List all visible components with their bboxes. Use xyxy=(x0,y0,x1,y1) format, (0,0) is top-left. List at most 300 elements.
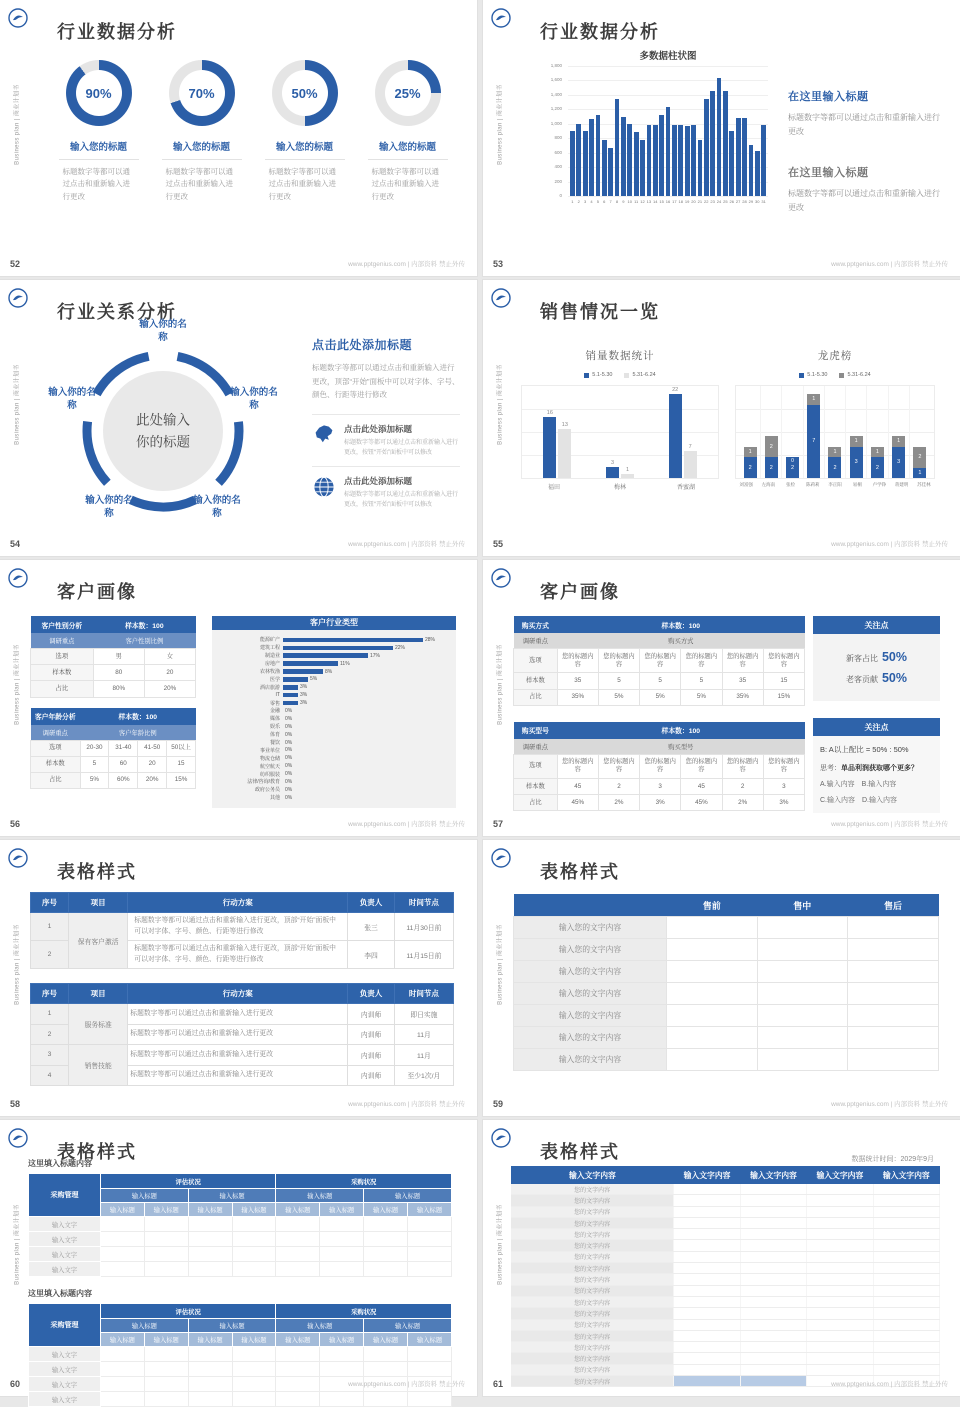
x-tick-label: 31 xyxy=(761,199,766,204)
hbar-value: 17% xyxy=(370,652,381,659)
td-el xyxy=(873,1285,939,1296)
slide-footer: www.pptgenius.com | 内部资料 禁止外传 xyxy=(831,1381,948,1388)
stacked-bar xyxy=(871,447,884,479)
category-label: 张检 xyxy=(786,482,796,487)
bar xyxy=(615,99,620,197)
stack-slot xyxy=(825,386,846,478)
chart-legend xyxy=(735,372,935,378)
stack-segment-blue: 1 xyxy=(913,468,926,479)
hbar-value: 0% xyxy=(285,763,293,770)
stack-segment-gray: 1 xyxy=(871,447,884,458)
td-el: 35 xyxy=(722,673,763,689)
td-el xyxy=(232,1347,276,1362)
div-el: 此处输入 xyxy=(136,412,190,428)
feature-body: 标题数字等都可以通过点击和重新输入进行更改，按钮“开始”面板中可以修改 xyxy=(344,439,459,456)
tr-el xyxy=(514,722,805,739)
hbar-label: IT xyxy=(275,692,280,699)
page-title: 表格样式 xyxy=(540,862,620,882)
td-el xyxy=(364,1362,408,1377)
td-el xyxy=(364,1262,408,1277)
hbar-label: 航空航天 xyxy=(259,763,280,770)
td-el: 您的文字内容 xyxy=(511,1285,674,1296)
hbar-value: 3% xyxy=(300,692,308,699)
td-el: 评估状况 xyxy=(100,1174,276,1189)
bar xyxy=(602,140,607,196)
side-watermark: Business plan | 商业计划书 xyxy=(14,364,21,445)
td-el xyxy=(848,1027,939,1049)
td-el xyxy=(674,1330,740,1341)
td-el xyxy=(100,1392,144,1407)
y-tick-label: 1,000 xyxy=(550,120,562,126)
stack-segment-gray: 1 xyxy=(807,394,820,405)
action-table xyxy=(30,983,454,1086)
td-el: 11月 xyxy=(394,1024,453,1045)
y-tick-label: 800 xyxy=(554,135,562,141)
td-el: 采购管理 xyxy=(29,1174,101,1217)
hbar-row xyxy=(216,794,448,802)
td-el xyxy=(848,917,939,939)
td-el xyxy=(320,1262,364,1277)
slide-60[interactable] xyxy=(0,1120,477,1404)
x-tick-label: 23 xyxy=(710,199,715,204)
bar-slot xyxy=(742,66,747,196)
slide-53[interactable] xyxy=(483,0,960,276)
bar-slot xyxy=(723,66,728,196)
svg-el xyxy=(491,8,511,28)
td-el xyxy=(100,1262,144,1277)
th-el: 输入文字内容 xyxy=(807,1166,873,1184)
relationship-diagram xyxy=(28,316,298,548)
td-el xyxy=(740,1229,806,1240)
td-el: 输入标题 xyxy=(276,1319,364,1333)
hbar-label: 农林牧渔 xyxy=(259,669,280,675)
side-watermark: Business plan | 商业计划书 xyxy=(497,364,504,445)
td-el xyxy=(144,1347,188,1362)
td-el xyxy=(320,1362,364,1377)
hbar-row xyxy=(216,731,448,739)
slide-58[interactable] xyxy=(0,840,477,1116)
x-tick-label: 28 xyxy=(742,199,747,204)
td-el xyxy=(873,1229,939,1240)
td-el: 占比 xyxy=(31,681,94,697)
td-el xyxy=(100,1217,144,1232)
tr-el xyxy=(511,1206,940,1217)
td-el: 标题数字等都可以通过点击和重新输入进行更改，顶部“开始”面板中可以对字体、字号、颜色、行距等进行修改 xyxy=(128,913,348,941)
table-column xyxy=(30,616,196,789)
hbar-value: 0% xyxy=(285,778,293,785)
slide-57[interactable] xyxy=(483,560,960,836)
td-el xyxy=(674,1296,740,1307)
td-el xyxy=(232,1217,276,1232)
tr-el xyxy=(514,983,939,1005)
td-el: 5% xyxy=(681,689,722,705)
tr-el xyxy=(31,984,454,1004)
bar-series xyxy=(570,66,766,196)
td-el xyxy=(807,1184,873,1195)
td-el: 输入您的文字内容 xyxy=(514,1049,667,1071)
td-el xyxy=(674,1263,740,1274)
slide-54[interactable] xyxy=(0,280,477,556)
td-el: 输入您的文字内容 xyxy=(514,1005,667,1027)
stacked-bar xyxy=(786,457,799,478)
tbody-el xyxy=(511,1166,940,1387)
tr-el xyxy=(31,893,454,913)
td-el xyxy=(674,1376,740,1387)
brand-logo-icon xyxy=(8,848,28,868)
stack-slot xyxy=(910,386,930,478)
bar-slot xyxy=(627,66,632,196)
td-el: 5 xyxy=(681,673,722,689)
tr-el xyxy=(514,1005,939,1027)
hbar-label: 建筑工程 xyxy=(259,645,280,652)
td-el xyxy=(674,1217,740,1228)
bar-slot xyxy=(749,66,754,196)
bar-slot xyxy=(736,66,741,196)
bar-wrap xyxy=(684,444,697,478)
block-body: 标题数字等都可以通过点击和重新输入进行更改 xyxy=(788,113,940,137)
category-label: 易桐 xyxy=(852,482,862,487)
bar xyxy=(736,118,741,196)
td-el xyxy=(807,1274,873,1285)
td-el: 您的文字内容 xyxy=(511,1376,674,1387)
td-el xyxy=(674,1184,740,1195)
bar-slot xyxy=(755,66,760,196)
slide-61[interactable] xyxy=(483,1120,960,1396)
industry-bar-panel xyxy=(212,616,456,808)
tr-el xyxy=(514,754,805,778)
bar xyxy=(698,140,703,196)
td-el: 输入文字 xyxy=(29,1392,101,1407)
bar xyxy=(283,661,338,666)
callout-header: 关注点 xyxy=(813,718,940,736)
th-el: 序号 xyxy=(31,984,69,1004)
stack-segment-gray: 2 xyxy=(765,436,778,457)
td-el: 内训师 xyxy=(348,1024,395,1045)
x-axis xyxy=(568,199,768,204)
td-el: 您的标题内容 xyxy=(598,649,639,673)
td-el: 5 xyxy=(598,673,639,689)
td-el xyxy=(144,1217,188,1232)
th-el: 负责人 xyxy=(348,984,395,1004)
bar-value: 3 xyxy=(610,459,615,466)
plot-area xyxy=(521,385,719,479)
td-el xyxy=(320,1247,364,1262)
stack-slot xyxy=(740,386,761,478)
bar xyxy=(691,125,696,197)
bar xyxy=(704,99,709,197)
tr-el xyxy=(514,779,805,795)
stack-segment-blue: 2 xyxy=(765,457,778,478)
sample-table xyxy=(513,616,805,706)
grouped-bar-chart xyxy=(521,348,719,491)
tr-el xyxy=(514,689,805,705)
svg-el xyxy=(8,848,28,868)
y-tick-label: 1,400 xyxy=(550,91,562,97)
td-el: 客户年龄比例 xyxy=(80,725,196,741)
donut-heading: 输入您的标题 xyxy=(162,139,242,160)
td-el: 15 xyxy=(763,673,804,689)
donut-chart xyxy=(375,60,441,126)
x-tick-label: 4 xyxy=(590,199,593,204)
bar xyxy=(283,677,308,682)
stack-slot xyxy=(867,386,888,478)
bar-slot xyxy=(570,66,575,196)
td-el xyxy=(807,1229,873,1240)
td-el: 输入标题 xyxy=(276,1203,320,1217)
bar-value: 16 xyxy=(546,410,553,417)
bar xyxy=(659,115,664,196)
slide-footer: www.pptgenius.com | 内部资料 禁止外传 xyxy=(348,1381,465,1388)
spacer xyxy=(30,698,196,708)
td-el: 女 xyxy=(144,649,195,665)
td-el: 45% xyxy=(557,795,598,811)
hbar-value: 28% xyxy=(425,636,436,643)
bar xyxy=(543,417,556,478)
tr-el xyxy=(29,1247,452,1262)
tr-el xyxy=(29,1304,452,1319)
tr-el xyxy=(31,665,196,681)
td-el: 输入标题 xyxy=(276,1333,320,1347)
bar-slot xyxy=(621,66,626,196)
td-el: 标题数字等都可以通过点击和重新输入进行更改 xyxy=(128,1004,348,1025)
hbar-row xyxy=(216,691,448,699)
td-el: 您的文字内容 xyxy=(511,1353,674,1364)
td-el xyxy=(757,1049,848,1071)
donut-chart xyxy=(66,60,132,126)
slide-footer: www.pptgenius.com | 内部资料 禁止外传 xyxy=(348,1101,465,1108)
hbar-label: 其他 xyxy=(269,795,280,802)
hbar-row xyxy=(216,652,448,660)
td-el: 3% xyxy=(640,795,681,811)
th-el: 输入文字内容 xyxy=(873,1166,939,1184)
side-watermark: Business plan | 商业计划书 xyxy=(14,924,21,1005)
tbody-el xyxy=(31,616,196,697)
td-el: 3% xyxy=(763,795,804,811)
td-el: 您的文字内容 xyxy=(511,1229,674,1240)
donut-heading: 输入您的标题 xyxy=(59,139,139,160)
td-el: 内训师 xyxy=(348,1045,395,1066)
x-tick-label: 12 xyxy=(640,199,645,204)
donut-percent: 70% xyxy=(188,85,215,101)
td-el xyxy=(232,1362,276,1377)
td-el: 占比 xyxy=(514,795,558,811)
bar xyxy=(589,119,594,196)
bar-slot xyxy=(704,66,709,196)
td-el: 输入标题 xyxy=(364,1319,452,1333)
bar-group xyxy=(526,386,589,478)
slide-59[interactable] xyxy=(483,840,960,1116)
bar-wrap xyxy=(621,467,634,478)
td-el xyxy=(232,1247,276,1262)
donut-percent: 25% xyxy=(394,85,421,101)
td-el xyxy=(320,1392,364,1407)
td-el xyxy=(848,939,939,961)
slide-footer: www.pptgenius.com | 内部资料 禁止外传 xyxy=(348,261,465,268)
td-el xyxy=(188,1232,232,1247)
tr-el xyxy=(514,633,805,649)
stack-segment-gray: 2 xyxy=(913,447,926,468)
feature-title: 点击此处添加标题 xyxy=(344,423,413,434)
bar xyxy=(583,131,588,196)
td-el xyxy=(144,1247,188,1262)
slide-55[interactable] xyxy=(483,280,960,556)
td-el xyxy=(320,1232,364,1247)
stacked-bar xyxy=(828,447,841,479)
td-el xyxy=(740,1376,806,1387)
td-el: 购买型号 xyxy=(557,739,804,755)
td-el: 采购管理 xyxy=(29,1304,101,1347)
td-el: 销售技能 xyxy=(69,1045,128,1086)
td-el xyxy=(873,1342,939,1353)
stack-segment-blue: 3 xyxy=(850,447,863,479)
bar xyxy=(596,115,601,196)
td-el: 您的文字内容 xyxy=(511,1251,674,1262)
td-el: 即日实施 xyxy=(394,1004,453,1025)
td-el: 您的标题内容 xyxy=(598,754,639,778)
side-watermark: Business plan | 商业计划书 xyxy=(497,644,504,725)
td-el xyxy=(740,1342,806,1353)
slide-footer: www.pptgenius.com | 内部资料 禁止外传 xyxy=(831,541,948,548)
donut-percent: 50% xyxy=(291,85,318,101)
bar-slot xyxy=(710,66,715,196)
bar xyxy=(283,685,298,690)
globe-icon xyxy=(312,475,336,504)
hbar-label: 金融 xyxy=(269,708,280,715)
hbar-row xyxy=(216,739,448,747)
tr-el xyxy=(31,756,196,772)
stack-slot xyxy=(782,386,803,478)
td-el: 输入文字 xyxy=(29,1247,101,1262)
th-el: 行动方案 xyxy=(128,893,348,913)
td-el xyxy=(807,1251,873,1262)
stack-segment-gray: 1 xyxy=(828,447,841,458)
brand-logo-icon xyxy=(491,288,511,308)
td-el: 输入文字 xyxy=(29,1217,101,1232)
td-el: 45 xyxy=(681,779,722,795)
bar-slot xyxy=(678,66,683,196)
td-el: 35% xyxy=(557,689,598,705)
td-el: 您的文字内容 xyxy=(511,1263,674,1274)
donut-block xyxy=(357,60,458,203)
bar xyxy=(647,125,652,197)
hbar-value: 0% xyxy=(285,707,293,714)
td-el xyxy=(807,1217,873,1228)
tbody-el xyxy=(31,893,454,969)
td-el: 输入标题 xyxy=(364,1189,452,1203)
category-label: 刘富强 xyxy=(739,482,753,487)
procurement-tables xyxy=(28,1158,452,1407)
hbar-value: 0% xyxy=(285,771,293,778)
panel-body xyxy=(212,630,456,802)
td-el: 输入文字 xyxy=(29,1262,101,1277)
td-el xyxy=(873,1353,939,1364)
hbar-label: 酒店旅游 xyxy=(259,684,280,691)
td-el: 输入标题 xyxy=(232,1333,276,1347)
bar xyxy=(653,125,658,197)
td-el: 您的标题内容 xyxy=(557,649,598,673)
hbar-label: 体育 xyxy=(269,732,280,739)
td-el: 标题数字等都可以通过点击和重新输入进行更改 xyxy=(128,1065,348,1086)
donut-heading: 输入您的标题 xyxy=(368,139,448,160)
td-el xyxy=(848,1049,939,1071)
page-title: 销售情况一览 xyxy=(540,302,660,322)
td-el: 输入您的文字内容 xyxy=(514,1027,667,1049)
bar xyxy=(685,126,690,196)
slide-footer: www.pptgenius.com | 内部资料 禁止外传 xyxy=(831,261,948,268)
hbar-row xyxy=(216,723,448,731)
slide-52[interactable] xyxy=(0,0,477,276)
slide-56[interactable] xyxy=(0,560,477,836)
category-row xyxy=(521,482,719,491)
td-el: 输入您的文字内容 xyxy=(514,983,667,1005)
stacked-bar xyxy=(765,436,778,478)
table-caption: 这里填入标题内容 xyxy=(28,1159,92,1168)
page-number: 59 xyxy=(493,1099,504,1109)
td-el: 1 xyxy=(31,1004,69,1025)
page-title: 表格样式 xyxy=(57,862,137,882)
tr-el xyxy=(511,1240,940,1251)
hbar-label: 政府公务员 xyxy=(254,787,280,794)
td-el: 您的文字内容 xyxy=(511,1364,674,1375)
category-label: 卢学铮 xyxy=(872,482,887,487)
hbar-label: 法律/咨询/教育 xyxy=(247,779,280,786)
donut-hole xyxy=(179,70,225,116)
td-el: 输入标题 xyxy=(320,1333,364,1347)
td-el: 张三 xyxy=(348,913,395,941)
bar-chart xyxy=(568,66,768,197)
callout-line xyxy=(820,763,933,773)
brand-logo-icon xyxy=(491,8,511,28)
tr-el xyxy=(514,739,805,755)
td-el: 输入标题 xyxy=(188,1319,276,1333)
td-el xyxy=(100,1347,144,1362)
stack-segment-blue: 2 xyxy=(744,457,757,478)
category-label: 香蜜湖 xyxy=(676,485,695,491)
td-el: 客户性别比例 xyxy=(93,633,195,649)
tr-el xyxy=(31,649,196,665)
hbar-row xyxy=(216,762,448,770)
td-el xyxy=(320,1347,364,1362)
tr-el xyxy=(511,1296,940,1307)
bar-slot xyxy=(596,66,601,196)
td-el: 15% xyxy=(167,772,196,788)
y-tick-label: 200 xyxy=(554,178,562,184)
y-axis xyxy=(535,63,565,198)
sample-table xyxy=(30,708,196,790)
callout-line: B: A以上配比 = 50% : 50% xyxy=(820,745,909,754)
tbody-el xyxy=(31,708,196,789)
globe-icon xyxy=(312,475,336,499)
tr-el xyxy=(31,913,454,941)
td-el xyxy=(276,1362,320,1377)
td-el: 20 xyxy=(138,756,167,772)
bar xyxy=(606,467,619,478)
x-tick-label: 9 xyxy=(622,199,625,204)
bar xyxy=(729,131,734,196)
stacked-bar xyxy=(807,394,820,478)
td-el: 您的文字内容 xyxy=(511,1240,674,1251)
hbar-label: 纺织服装 xyxy=(259,771,280,778)
td-el: 80% xyxy=(93,681,144,697)
td-el: 输入标题 xyxy=(188,1333,232,1347)
td-el: 标题数字等都可以通过点击和重新输入进行更改 xyxy=(128,1045,348,1066)
legend-swatch xyxy=(624,373,629,378)
x-tick-label: 2 xyxy=(577,199,580,204)
bar-value: 7 xyxy=(688,444,692,451)
td-el xyxy=(667,939,758,961)
td-el: 输入标题 xyxy=(144,1203,188,1217)
td-el xyxy=(408,1262,452,1277)
